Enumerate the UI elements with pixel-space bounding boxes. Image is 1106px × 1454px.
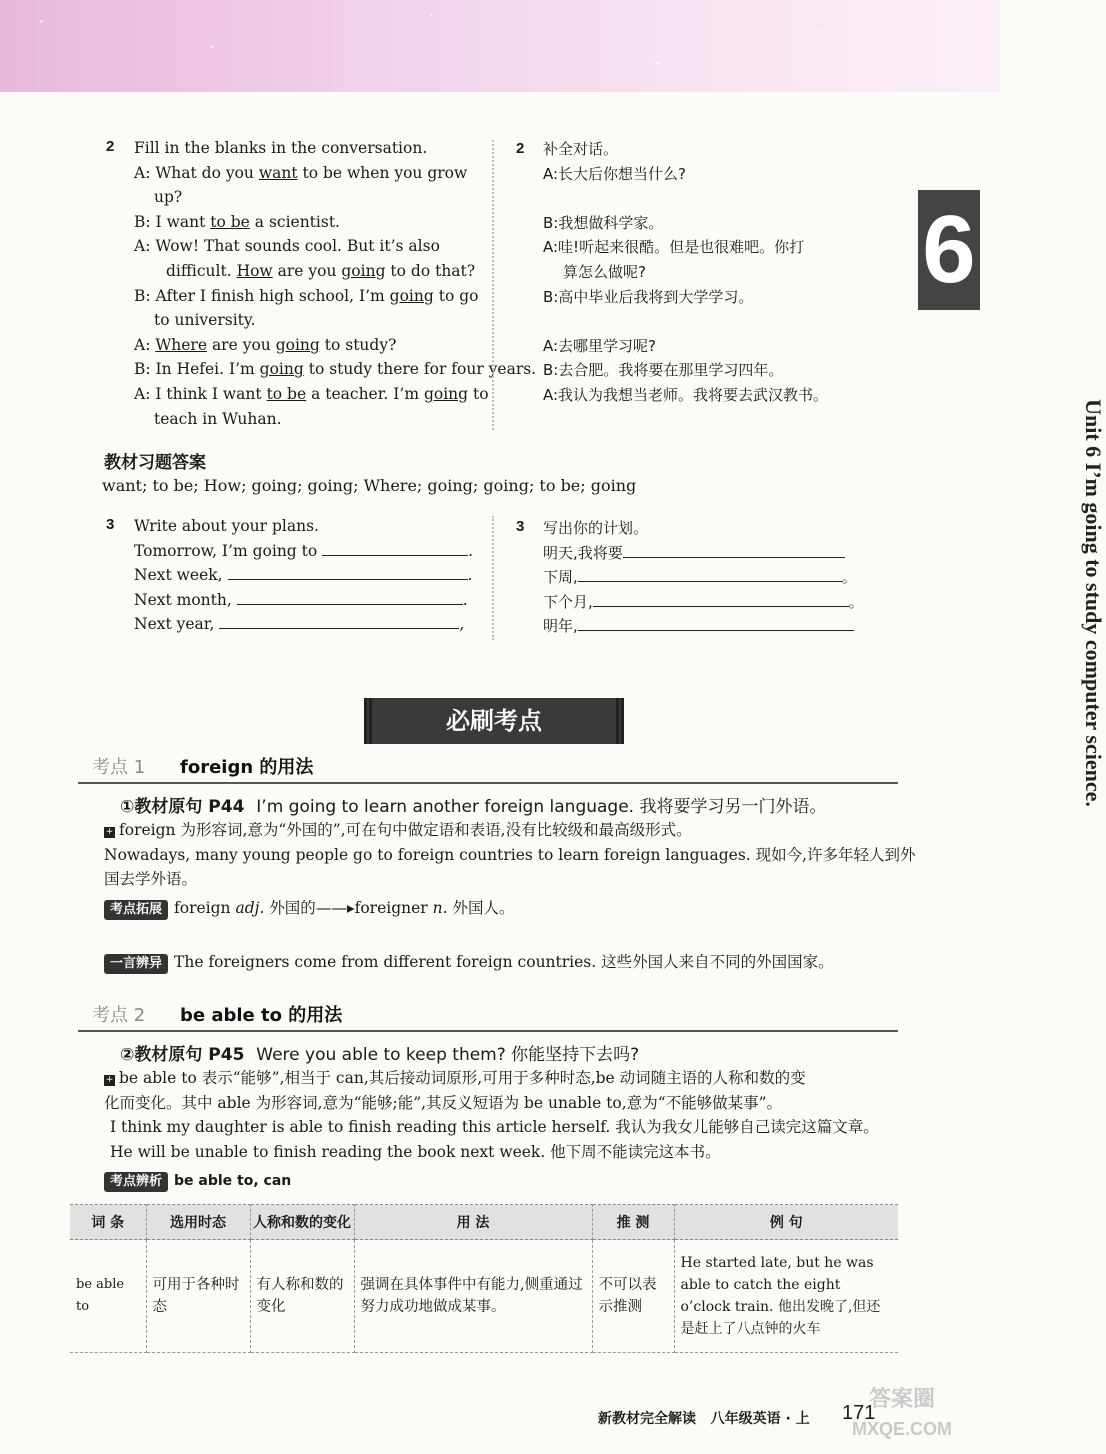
plan-blank[interactable] — [219, 612, 459, 629]
dialog-line-cn: A:去哪里学习呢? — [543, 336, 657, 355]
column-divider — [492, 140, 494, 430]
exercise-3-number: 3 — [106, 516, 115, 533]
exercise-3-title: Write about your plans. — [134, 517, 319, 535]
table-cell: 有人称和数的变化 — [250, 1240, 354, 1353]
exercise-2-number: 2 — [106, 138, 115, 155]
dialog-line-cn: B:去合肥。我将要在那里学习四年。 — [543, 361, 784, 380]
dialog-line: B: In Hefei. I’m going to study there for four years. — [134, 360, 537, 379]
table-header: 选用时态 — [146, 1205, 250, 1240]
exercise-2-english — [134, 136, 537, 431]
table-row — [70, 1240, 898, 1353]
dialog-line: teach in Wuhan. — [154, 409, 282, 428]
dialog-line: A: Wow! That sounds cool. But it’s also — [134, 237, 440, 256]
dialog-line-cn: B:高中毕业后我将到大学学习。 — [543, 287, 754, 306]
key-point-tag: 考点 1 — [92, 757, 146, 778]
plan-blank[interactable] — [228, 563, 468, 580]
answer-blank: to be — [210, 212, 250, 231]
unit-title-vertical: Unit 6 I’m going to study computer science. — [1081, 399, 1106, 807]
answer-blank: going — [389, 286, 434, 305]
dialog-line-cn: A:长大后你想当什么? — [543, 164, 687, 183]
dialog-line: up? — [154, 188, 183, 207]
table-cell: be able to — [70, 1240, 146, 1353]
answer-blank: to be — [266, 384, 307, 403]
plan-blank[interactable] — [322, 539, 468, 556]
exercise-3-chinese — [543, 516, 883, 639]
exercise-3-english — [134, 514, 480, 637]
dialog-line-cn: A:哇!听起来很酷。但是也很难吧。你打 — [543, 238, 805, 257]
note-icon: + — [105, 827, 114, 837]
original-sentence-1: ①教材原句 P44 I’m going to learn another foreign language. 我将要学习另一门外语。 — [120, 797, 827, 817]
plan-line: Next week, . — [134, 563, 480, 588]
table-cell: 强调在具体事件中有能力,侧重通过努力成功地做成某事。 — [354, 1240, 592, 1353]
key-point-2-header — [78, 1002, 898, 1032]
answer-blank: going — [423, 384, 469, 403]
answer-blank: going — [259, 360, 304, 379]
key-point-title: be able to 的用法 — [180, 1005, 343, 1026]
answer-blank: How — [236, 261, 273, 280]
answer-blank: going — [341, 261, 386, 280]
exercise-2-cn-number: 2 — [516, 140, 525, 157]
dialog-line: to university. — [154, 311, 256, 330]
key-point-1-body: + foreign 为形容词,意为“外国的”,可在句中做定语和表语,没有比较级和最高级形式。 Nowadays, many young people go to foreign countries to learn foreign languages. 现如今,许多年轻人到外 国去学外语。 — [104, 821, 916, 889]
dialog-line-cn: A:我认为我想当老师。我将要去武汉教书。 — [543, 385, 829, 404]
book-title: 新教材完全解读 — [598, 1411, 696, 1427]
page-footer — [598, 1408, 810, 1428]
key-point-1-header — [78, 754, 898, 784]
exercise-3-cn-number: 3 — [516, 518, 525, 535]
table-cell: He started late, but he was able to catch the eight o’clock train. 他出发晚了,但还是赶上了八点钟的火车 — [674, 1240, 898, 1353]
exercise-2-cn-title: 补全对话。 — [543, 140, 619, 158]
plan-blank[interactable] — [623, 541, 845, 558]
plan-line-cn: 明天,我将要 — [543, 541, 883, 566]
plan-blank[interactable] — [237, 588, 463, 605]
watermark-logo: 答案圈 MXQE.COM — [851, 1386, 952, 1439]
difference-badge: 一言辨异 — [104, 954, 168, 974]
table-cell: 不可以表示推测 — [592, 1240, 674, 1353]
plan-blank[interactable] — [593, 590, 849, 607]
unit-number-tab: 6 — [918, 190, 980, 310]
plan-line-cn: 下周, 。 — [543, 565, 883, 590]
plan-line: Next year, , — [134, 612, 480, 637]
page-number: 171 — [842, 1402, 876, 1424]
dialog-line: A: Where are you going to study? — [134, 335, 397, 354]
table-header: 用 法 — [354, 1205, 592, 1240]
answers-text: want; to be; How; going; going; Where; going; going; to be; going — [102, 476, 637, 495]
exercise-2-chinese — [543, 137, 883, 408]
table-cell: 可用于各种时态 — [146, 1240, 250, 1353]
table-header: 词 条 — [70, 1205, 146, 1240]
key-point-title: foreign 的用法 — [180, 757, 314, 778]
answer-blank: Where — [155, 335, 208, 354]
table-header: 例 句 — [674, 1205, 898, 1240]
table-header: 人称和数的变化 — [250, 1205, 354, 1240]
note-icon: + — [105, 1075, 114, 1085]
plan-blank[interactable] — [578, 565, 842, 582]
top-decorative-band — [0, 0, 1000, 92]
analysis-line: 考点辨析 be able to, can — [104, 1168, 900, 1194]
dialog-line: B: I want to be a scientist. — [134, 212, 340, 231]
comparison-table — [70, 1204, 898, 1353]
answer-blank: going — [275, 335, 320, 354]
extension-badge: 考点拓展 — [104, 900, 168, 920]
plan-blank[interactable] — [578, 614, 854, 631]
dialog-line-cn: B:我想做科学家。 — [543, 213, 664, 232]
dialog-line-cn: 算怎么做呢? — [563, 262, 646, 281]
plan-line-cn: 下个月, 。 — [543, 590, 883, 615]
extension-line: 考点拓展 foreign adj. 外国的——▸foreigner n. 外国人。 — [104, 896, 900, 921]
dialog-line: A: What do you want to be when you grow — [134, 163, 468, 182]
analysis-badge: 考点辨析 — [104, 1172, 168, 1192]
dialog-line: A: I think I want to be a teacher. I’m going to — [134, 384, 489, 403]
exercise-2-title: Fill in the blanks in the conversation. — [134, 139, 428, 157]
original-sentence-2: ②教材原句 P45 Were you able to keep them? 你能坚持下去吗? — [120, 1045, 640, 1065]
grade-label: 八年级英语 · 上 — [710, 1411, 810, 1427]
plan-line: Next month, . — [134, 588, 480, 613]
key-point-2-body: + be able to 表示“能够”,相当于 can,其后接动词原形,可用于多种时态,be 动词随主语的人称和数的变 化而变化。其中 able 为形容词,意为“能够;能”,其反义短语为 be unable to,意为“不能够做某事”。 I think my daughter is able to finish reading this article herself. 我认为我女儿能够自己读完这篇文章。 He will be unable to finish reading the book next week. 他下周不能读完这本书。 — [104, 1069, 879, 1161]
answer-blank: want — [258, 163, 298, 182]
column-divider — [492, 516, 494, 640]
table-header-row — [70, 1205, 898, 1240]
table-header: 推 测 — [592, 1205, 674, 1240]
difference-line: 一言辨异 The foreigners come from different foreign countries. 这些外国人来自不同的外国国家。 — [104, 950, 900, 975]
key-point-tag: 考点 2 — [92, 1005, 146, 1026]
dialog-line: B: After I finish high school, I’m going to go — [134, 286, 479, 305]
dialog-line: difficult. How are you going to do that? — [166, 261, 476, 280]
section-banner: 必刷考点 — [364, 698, 624, 744]
plan-line-cn: 明年, — [543, 614, 883, 639]
answers-heading: 教材习题答案 — [104, 453, 206, 473]
plan-line: Tomorrow, I’m going to . — [134, 539, 480, 564]
exercise-3-cn-title: 写出你的计划。 — [543, 519, 649, 537]
